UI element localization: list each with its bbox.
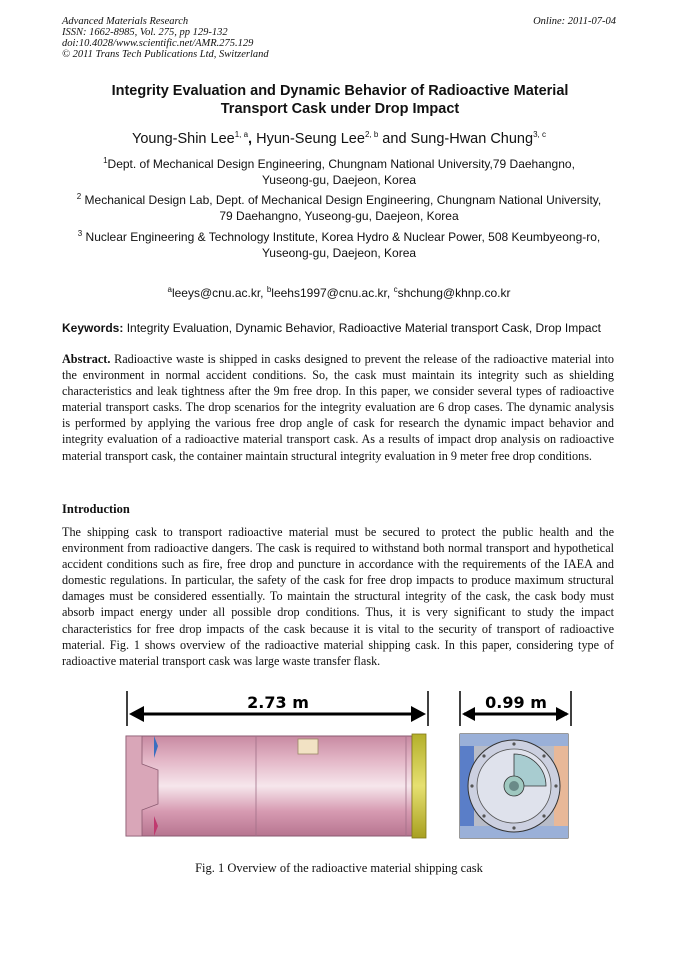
author-name: Hyun-Seung Lee [256, 131, 365, 147]
arrow-right-icon [556, 707, 569, 721]
email-marker: c [393, 285, 398, 294]
affiliation-line: Nuclear Engineering & Technology Institute, Korea Hydro & Nuclear Power, 508 Keumbyeong-ro, [82, 230, 601, 244]
affiliation-number: 2 [76, 192, 82, 201]
title-line-2: Transport Cask under Drop Impact [220, 101, 460, 117]
journal-name: Advanced Materials Research [62, 16, 189, 27]
cask-figure [120, 686, 580, 851]
arrow-left-icon [462, 707, 475, 721]
title-line-1: Integrity Evaluation and Dynamic Behavior of Radioactive Material [111, 83, 569, 99]
affiliation-line: Dept. of Mechanical Design Engineering, Chungnam National University,79 Daehangno, [107, 157, 575, 171]
introduction-text: The shipping cask to transport radioactive material must be secured to protect the public health and the environment from radioactive dangers. The cask is required to withstand both normal transport and hypothetical accident conditions such as fire, free drop and puncture in accordance with the requirements of the IAEA and domestic regulations. In particular, the safety of the cask for free drop impacts to produce maximum structural damages must be considered essentially. To maintain the structural integrity of the cask, the cask body must absorb impact energy under all possible drop conditions. Thus, it is very significant to study the impact characteristics for free drop impacts of the cask because it is vital to the security of transport of radioactive material. Fig. 1 shows overview of the radioactive material shipping cask. In this paper, considering type of radioactive material transport cask was large waste transfer flask. [62, 525, 614, 668]
author-affiliation-marker: 2, b [364, 130, 379, 140]
author-name: Sung-Hwan Chung [410, 131, 534, 147]
affiliation-number: 3 [77, 229, 83, 238]
length-dimension [127, 691, 428, 726]
arrow-right-icon [411, 706, 426, 722]
cask-end-view [460, 734, 568, 838]
email-link[interactable]: shchung@khnp.co.kr [397, 286, 511, 300]
journal-copyright: © 2011 Trans Tech Publications Ltd, Switzerland [62, 49, 269, 60]
keywords [62, 321, 622, 335]
journal-doi: doi:10.4028/www.scientific.net/AMR.275.129 [62, 38, 254, 49]
affiliation-line: Yuseong-gu, Daejeon, Korea [261, 246, 417, 260]
abstract [62, 351, 614, 464]
email-link[interactable]: leehs1997@cnu.ac.kr, [271, 286, 394, 300]
length-label: 2.73 m [247, 693, 309, 712]
affiliation-line: 79 Daehangno, Yuseong-gu, Daejeon, Korea [219, 209, 459, 223]
author-separator: and [378, 131, 411, 147]
diameter-dimension [460, 691, 571, 726]
email-marker: a [167, 285, 172, 294]
keywords-text: Integrity Evaluation, Dynamic Behavior, Radioactive Material transport Cask, Drop Impact [123, 321, 601, 335]
section-heading: Introduction [62, 502, 130, 516]
abstract-label: Abstract. [62, 352, 111, 366]
affiliation-2 [62, 192, 616, 224]
author-affiliation-marker: 3, c [533, 130, 546, 140]
cask-side-view [126, 734, 426, 838]
abstract-text: Radioactive waste is shipped in casks designed to prevent the release of the radioactive material into the environment in normal accident conditions. So, the cask must maintain its integrity such as shielding characteristics and leak tightness after the 9m free drop. In this paper, we consider several types of radioactive material transport casks. The drop scenarios for the integrity evaluation are 6 drop cases. The dynamic analysis is performed by applying the various free drop angle of cask for research the dynamic impact behavior and integrity evaluation of a radioactive material transport cask. As a results of impact drop analysis on radioactive material transport cask, the container maintain structural integrity evaluation in 9 meter free drop conditions. [62, 352, 614, 463]
affiliation-line: Mechanical Design Lab, Dept. of Mechanical Design Engineering, Chungnam National University, [81, 193, 602, 207]
affiliation-number: 1 [103, 156, 108, 165]
author-affiliation-marker: 1, a [234, 130, 249, 140]
affiliation-line: Yuseong-gu, Daejeon, Korea [261, 173, 417, 187]
author-name: Young-Shin Lee [132, 131, 235, 147]
author-list [62, 130, 616, 148]
journal-header [62, 16, 269, 60]
affiliation-1 [62, 156, 616, 188]
keywords-label: Keywords: [62, 321, 124, 335]
diameter-label: 0.99 m [485, 693, 547, 712]
author-separator: , [248, 131, 257, 147]
email-marker: b [266, 285, 272, 294]
paper-title [70, 82, 610, 118]
author-emails [62, 286, 616, 300]
journal-issn: ISSN: 1662-8985, Vol. 275, pp 129-132 [62, 27, 228, 38]
email-link[interactable]: leeys@cnu.ac.kr, [171, 286, 267, 300]
arrow-left-icon [129, 706, 144, 722]
figure-caption: Fig. 1 Overview of the radioactive material shipping cask [195, 861, 483, 875]
online-date: Online: 2011-07-04 [533, 16, 616, 27]
affiliation-3 [62, 229, 616, 261]
